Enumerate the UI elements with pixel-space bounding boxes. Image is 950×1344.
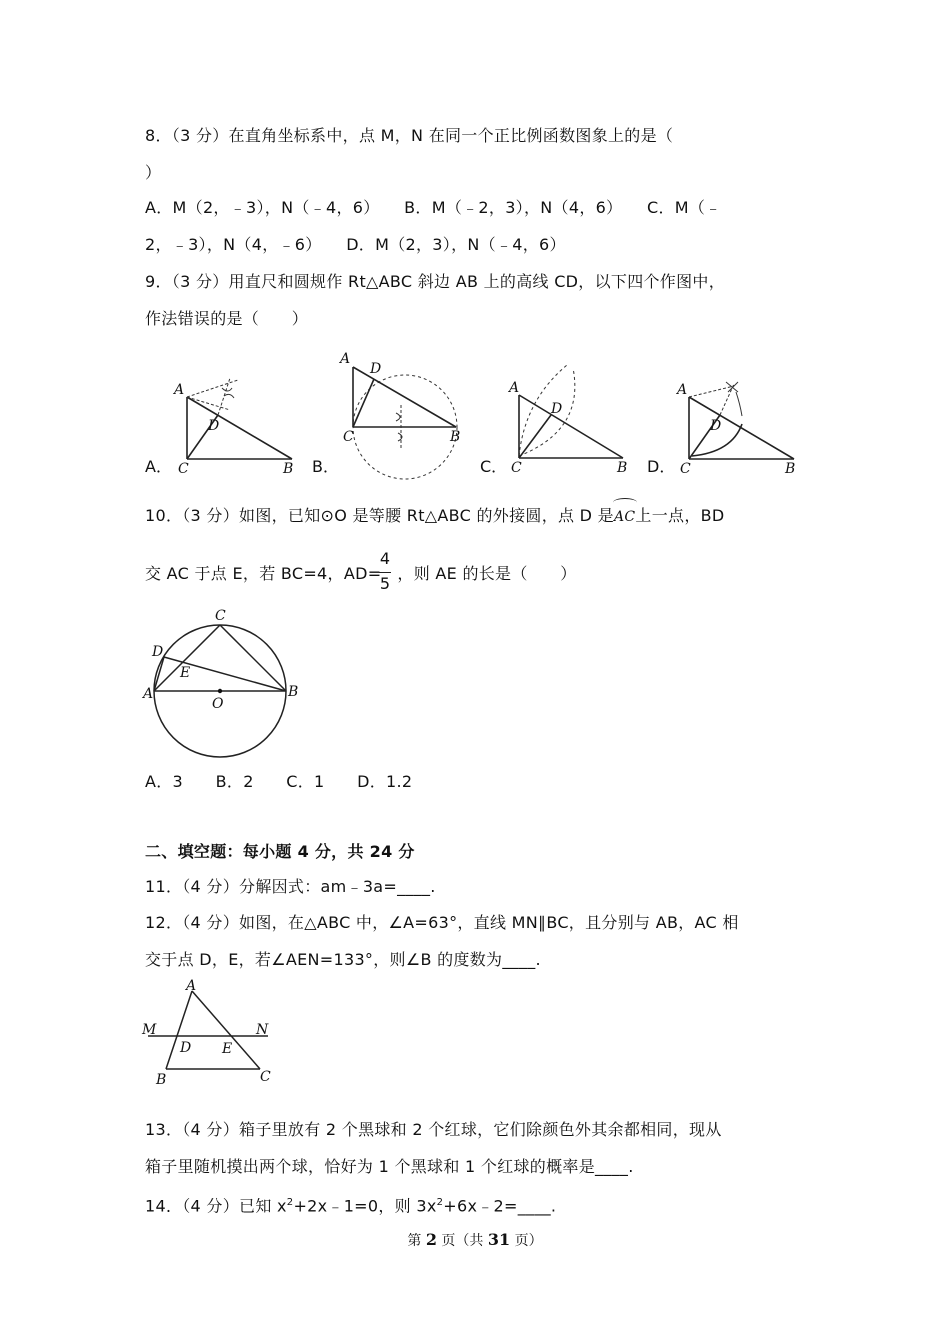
q10-fraction-numerator: 4: [379, 549, 391, 568]
q9-figure-c: [505, 360, 640, 478]
q9-option-a-label: A．: [145, 457, 172, 476]
page-footer: [0, 1230, 950, 1250]
q12-stem-line2: 交于点 D，E，若∠AEN=133°，则∠B 的度数为____.: [145, 950, 541, 969]
q10-stem-line2-pre: 交 AC 于点 E，若 BC=4，AD=: [145, 564, 382, 583]
q10-arc-ac: [614, 502, 635, 528]
q10-stem-line1: [145, 502, 725, 528]
q10-point-a: A: [143, 686, 154, 702]
q12-point-b: B: [156, 1072, 167, 1088]
q9b-point-d: D: [370, 361, 382, 377]
q9c-point-a: A: [509, 380, 520, 396]
q10-point-c: C: [215, 608, 226, 624]
q14-sup-2: 2: [436, 1197, 444, 1208]
q12-point-n: N: [256, 1022, 269, 1038]
footer-total-pages: 31: [487, 1230, 511, 1249]
q10-options: A．3 B．2 C．1 D．1.2: [145, 772, 413, 791]
q10-fraction-denominator: 5: [379, 574, 391, 593]
q10-stem-line1-post: 上一点，BD: [635, 506, 725, 525]
q12-point-a: A: [186, 978, 197, 994]
q9-figure-a: [170, 372, 305, 477]
q9d-point-a: A: [677, 382, 688, 398]
q9d-point-d: D: [710, 418, 722, 434]
q9-option-c-label: C．: [480, 457, 508, 476]
q9a-point-a: A: [174, 382, 185, 398]
q9d-point-b: B: [785, 461, 796, 477]
q12-point-e: E: [222, 1041, 233, 1057]
q9-stem-line1: 9．（3 分）用直尺和圆规作 Rt△ABC 斜边 AB 上的高线 CD，以下四个作图中，: [145, 272, 725, 291]
q8-options-line2: 2，﹣3），N（4，﹣6） D．M（2，3），N（﹣4，6）: [145, 235, 566, 254]
q10-stem-line2: [145, 563, 577, 585]
q13-stem-line1: 13．（4 分）箱子里放有 2 个黑球和 2 个红球，它们除颜色外其余都相同，现从: [145, 1120, 722, 1139]
q9-option-b-label: B．: [312, 457, 339, 476]
q9a-point-c: C: [178, 461, 189, 477]
q11-text: 11．（4 分）分解因式：am﹣3a=____.: [145, 877, 436, 896]
q12-figure-triangle: [140, 978, 285, 1088]
q9-stem-line2: 作法错误的是（ ）: [145, 309, 309, 328]
q9b-point-a: A: [340, 351, 351, 367]
footer-page-number: 2: [425, 1230, 437, 1249]
q12-stem-line1: 12．（4 分）如图，在△ABC 中，∠A=63°，直线 MN∥BC，且分别与 AB，AC 相: [145, 913, 739, 932]
q8-stem-line2: ）: [145, 163, 162, 182]
q12-point-c: C: [260, 1069, 271, 1085]
q9a-point-d: D: [208, 418, 220, 434]
q9c-point-d: D: [551, 401, 563, 417]
q14-text-pre: 14．（4 分）已知 x: [145, 1196, 287, 1216]
q10-stem-line1-pre: 10．（3 分）如图，已知⊙O 是等腰 Rt△ABC 的外接圆，点 D 是: [145, 506, 614, 525]
q10-arc-ac-label: AC: [613, 509, 636, 525]
q9a-point-b: B: [283, 461, 294, 477]
q8-stem-line1: 8．（3 分）在直角坐标系中，点 M，N 在同一个正比例函数图象上的是（: [145, 126, 674, 145]
q14-text: [145, 1192, 556, 1217]
q9-option-d-label: D．: [647, 457, 676, 476]
q10-fraction-bar: [379, 572, 391, 573]
q12-point-m: M: [142, 1022, 157, 1038]
q10-point-e: E: [180, 665, 191, 681]
footer-post: 页）: [510, 1233, 543, 1249]
q10-stem-line2-post: ，则 AE 的长是（ ）: [397, 564, 577, 583]
footer-pre: 第: [407, 1233, 426, 1249]
q9c-point-c: C: [511, 460, 522, 476]
q9b-point-b: B: [450, 429, 461, 445]
q9d-point-c: C: [680, 461, 691, 477]
q14-sup-1: 2: [286, 1197, 294, 1208]
footer-mid: 页（共: [436, 1233, 488, 1249]
q13-stem-line2: 箱子里随机摸出两个球，恰好为 1 个黑球和 1 个红球的概率是____.: [145, 1157, 634, 1176]
q9-figure-d: [672, 372, 807, 477]
q14-text-post: +6x﹣2=____.: [443, 1196, 557, 1216]
q10-point-b: B: [288, 684, 299, 700]
q9c-point-b: B: [617, 460, 628, 476]
q10-figure-circle: [140, 606, 310, 758]
q14-text-mid: +2x﹣1=0，则 3x: [293, 1196, 437, 1216]
q10-point-d: D: [152, 644, 164, 660]
q10-point-o: O: [212, 696, 224, 712]
q12-point-d: D: [180, 1040, 192, 1056]
q9b-point-c: C: [343, 429, 354, 445]
q8-options-line1: A．M（2，﹣3），N（﹣4，6） B．M（﹣2，3），N（4，6） C．M（﹣: [145, 198, 722, 217]
section2-heading: 二、填空题：每小题 4 分，共 24 分: [145, 842, 415, 861]
q9-figure-b: [338, 345, 473, 480]
